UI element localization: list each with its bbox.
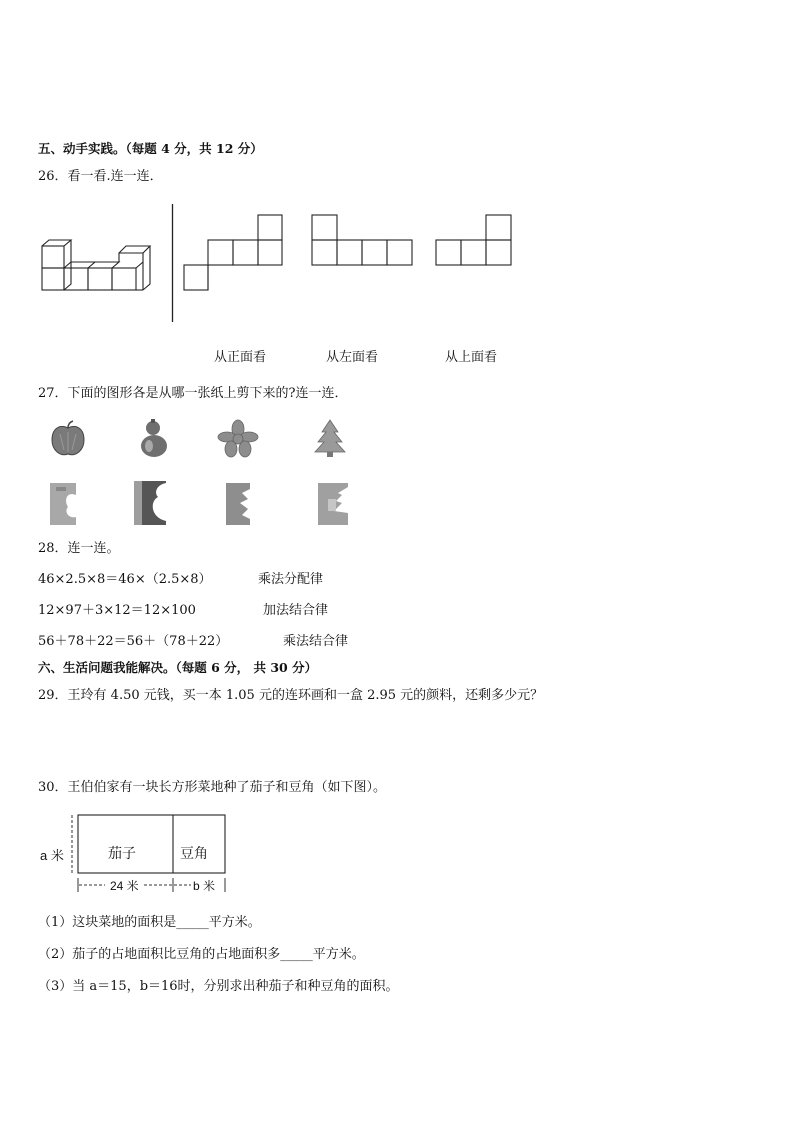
section-5-heading: 五、动手实践。（每题 4 分，共 12 分）: [38, 141, 263, 156]
question-29-stem: 29．王玲有 4.50 元钱，买一本 1.05 元的连环画和一盒 2.95 元的颜料，还剩多少元？: [38, 688, 544, 703]
view-shape-1: [183, 214, 285, 292]
q30-part-2: （2）茄子的占地面积比豆角的占地面积多_____平方米。: [38, 947, 365, 962]
cube-stack-figure: [40, 238, 155, 294]
question-26-stem: 26．看一看.连一连．: [38, 169, 163, 184]
field-length-24-label: 24 米: [110, 879, 139, 893]
paper-tree-hole-icon: [316, 481, 352, 527]
q28-expression-1: 46×2.5×8＝46×（2.5×8）: [38, 572, 212, 587]
tree-cutout-icon: [312, 418, 348, 460]
view-shape-2: [311, 214, 415, 268]
field-bean-label: 豆角: [180, 845, 208, 861]
view-shape-3: [435, 214, 515, 268]
paper-flower-hole-icon: [224, 481, 256, 527]
field-side-label: a 米: [40, 845, 64, 864]
q30-part-1: （1）这块菜地的面积是_____平方米。: [38, 915, 261, 930]
view-label-top: 从上面看: [445, 350, 498, 365]
vertical-divider: [171, 204, 174, 324]
section-6-heading: 六、生活问题我能解决。（每题 6 分， 共 30 分）: [38, 660, 318, 675]
field-eggplant-label: 茄子: [108, 845, 136, 861]
paper-apple-hole-icon: [48, 481, 84, 527]
q28-law-2: 加法结合律: [263, 603, 329, 618]
q28-expression-3: 56＋78＋22＝56＋（78＋22）: [38, 634, 229, 649]
q28-law-3: 乘法结合律: [283, 634, 349, 649]
paper-gourd-hole-icon: [132, 479, 170, 527]
apple-cutout-icon: [48, 420, 88, 460]
gourd-cutout-icon: [138, 418, 172, 460]
q30-part-3: （3）当 a＝15，b＝16时，分别求出种茄子和种豆角的面积。: [38, 979, 399, 994]
q28-law-1: 乘法分配律: [258, 572, 324, 587]
question-28-stem: 28．连一连。: [38, 541, 120, 556]
field-length-b-label: b 米: [193, 879, 216, 893]
view-label-left: 从左面看: [326, 350, 379, 365]
question-27-stem: 27．下面的图形各是从哪一张纸上剪下来的?连一连．: [38, 386, 348, 401]
view-label-front: 从正面看: [214, 350, 267, 365]
q28-expression-2: 12×97＋3×12＝12×100: [38, 603, 196, 618]
flower-cutout-icon: [218, 420, 258, 458]
question-30-stem: 30．王伯伯家有一块长方形菜地种了茄子和豆角（如下图）。: [38, 780, 387, 795]
